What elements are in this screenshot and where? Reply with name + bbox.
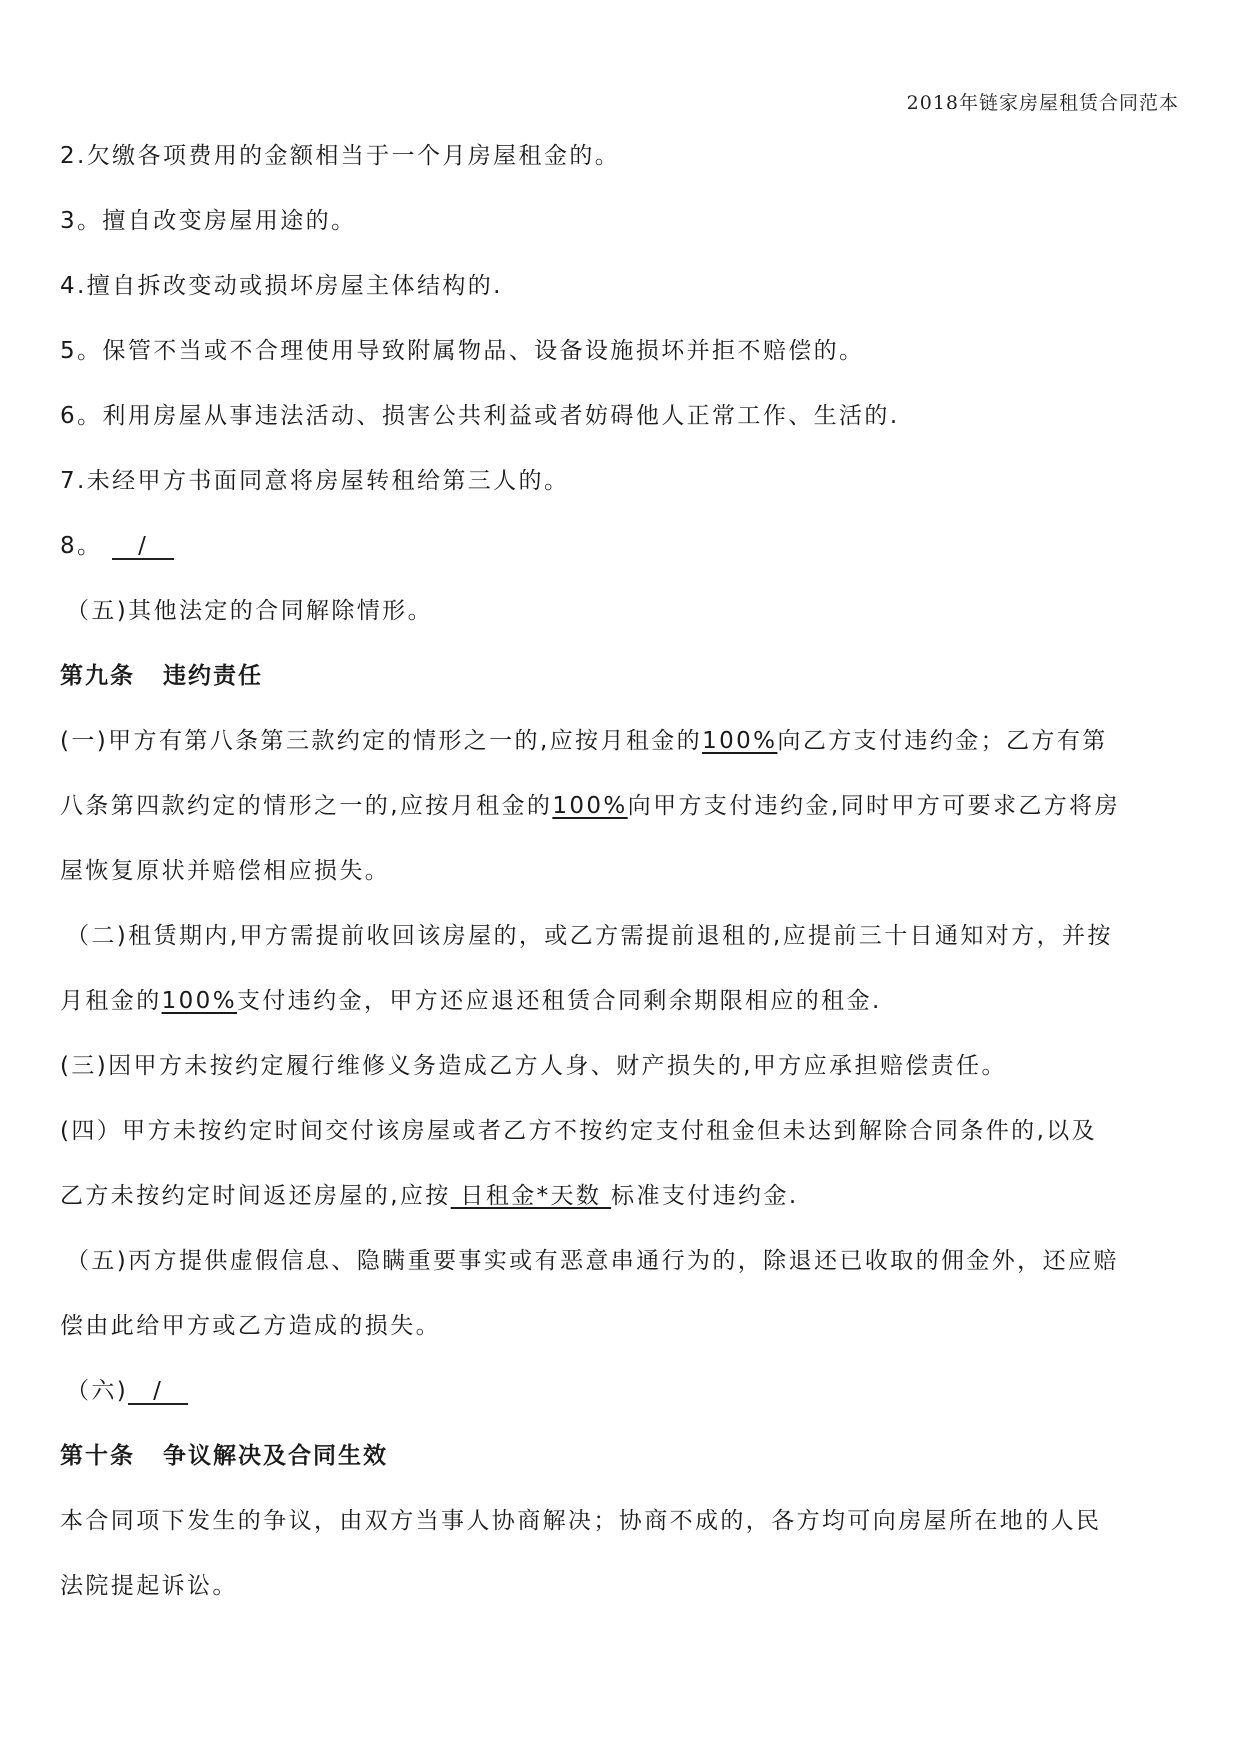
clause-item-8-prefix: 8。 bbox=[60, 533, 103, 559]
article-9-p5-line2: 偿由此给甲方或乙方造成的损失。 bbox=[60, 1313, 441, 1339]
article-9-p1-line1: (一)甲方有第八条第三款约定的情形之一的,应按月租金的100%向乙方支付违约金；乙方有第 bbox=[60, 728, 1108, 754]
article-9-p2-line1: （二)租赁期内,甲方需提前收回该房屋的，或乙方需提前退租的,应提前三十日通知对方，并按 bbox=[66, 923, 1113, 949]
clause-item-3: 3。擅自改变房屋用途的。 bbox=[60, 208, 357, 234]
clause-other-termination: （五)其他法定的合同解除情形。 bbox=[66, 598, 433, 624]
clause-item-5: 5。保管不当或不合理使用导致附属物品、设备设施损坏并拒不赔偿的。 bbox=[60, 338, 865, 364]
article-10-line2: 法院提起诉讼。 bbox=[60, 1573, 238, 1599]
article-9-p6: （六) / bbox=[60, 1359, 1185, 1424]
article-10-line1: 本合同项下发生的争议，由双方当事人协商解决；协商不成的，各方均可向房屋所在地的人民 bbox=[60, 1508, 1102, 1534]
clause-item-6: 6。利用房屋从事违法活动、损害公共利益或者妨碍他人正常工作、生活的. bbox=[60, 403, 900, 429]
article-9-p1-line3: 屋恢复原状并赔偿相应损失。 bbox=[60, 858, 391, 884]
clause-item-2: 2.欠缴各项费用的金额相当于一个月房屋租金的。 bbox=[60, 143, 621, 169]
article-9-number: 第九条 bbox=[60, 663, 135, 689]
article-10-title: 争议解决及合同生效 bbox=[163, 1443, 388, 1469]
penalty-percent: 100% bbox=[702, 728, 778, 754]
article-9-p2-line2: 月租金的100%支付违约金，甲方还应退还租赁合同剩余期限相应的租金. bbox=[60, 988, 882, 1014]
article-9-p1-line2: 八条第四款约定的情形之一的,应按月租金的100%向甲方支付违约金,同时甲方可要求乙方将房 bbox=[60, 793, 1120, 819]
clause-item-8-blank: / bbox=[112, 534, 174, 560]
article-9-p3: (三)因甲方未按约定履行维修义务造成乙方人身、财产损失的,甲方应承担赔偿责任。 bbox=[60, 1053, 1007, 1079]
penalty-standard: 日租金*天数 bbox=[450, 1183, 612, 1209]
article-9-p4-line2: 乙方未按约定时间返还房屋的,应按 日租金*天数 标准支付违约金. bbox=[60, 1183, 799, 1209]
penalty-percent: 100% bbox=[161, 988, 237, 1014]
clause-item-7: 7.未经甲方书面同意将房屋转租给第三人的。 bbox=[60, 468, 570, 494]
article-9-title: 违约责任 bbox=[163, 663, 263, 689]
article-10-number: 第十条 bbox=[60, 1443, 135, 1469]
document-body bbox=[60, 124, 1185, 1619]
article-9-heading bbox=[60, 644, 1185, 709]
article-10-heading bbox=[60, 1424, 1185, 1489]
article-9-p6-blank: / bbox=[128, 1379, 188, 1405]
article-9-p5-line1: （五)丙方提供虚假信息、隐瞒重要事实或有恶意串通行为的，除退还已收取的佣金外，还应赔 bbox=[66, 1248, 1119, 1274]
page-header: 2018年链家房屋租赁合同范本 bbox=[906, 92, 1179, 114]
clause-item-8 bbox=[60, 514, 1185, 579]
penalty-percent: 100% bbox=[552, 793, 628, 819]
article-9-p4-line1: (四）甲方未按约定时间交付该房屋或者乙方不按约定支付租金但未达到解除合同条件的,以及 bbox=[60, 1118, 1098, 1144]
clause-item-4: 4.擅自拆改变动或损坏房屋主体结构的. bbox=[60, 273, 503, 299]
